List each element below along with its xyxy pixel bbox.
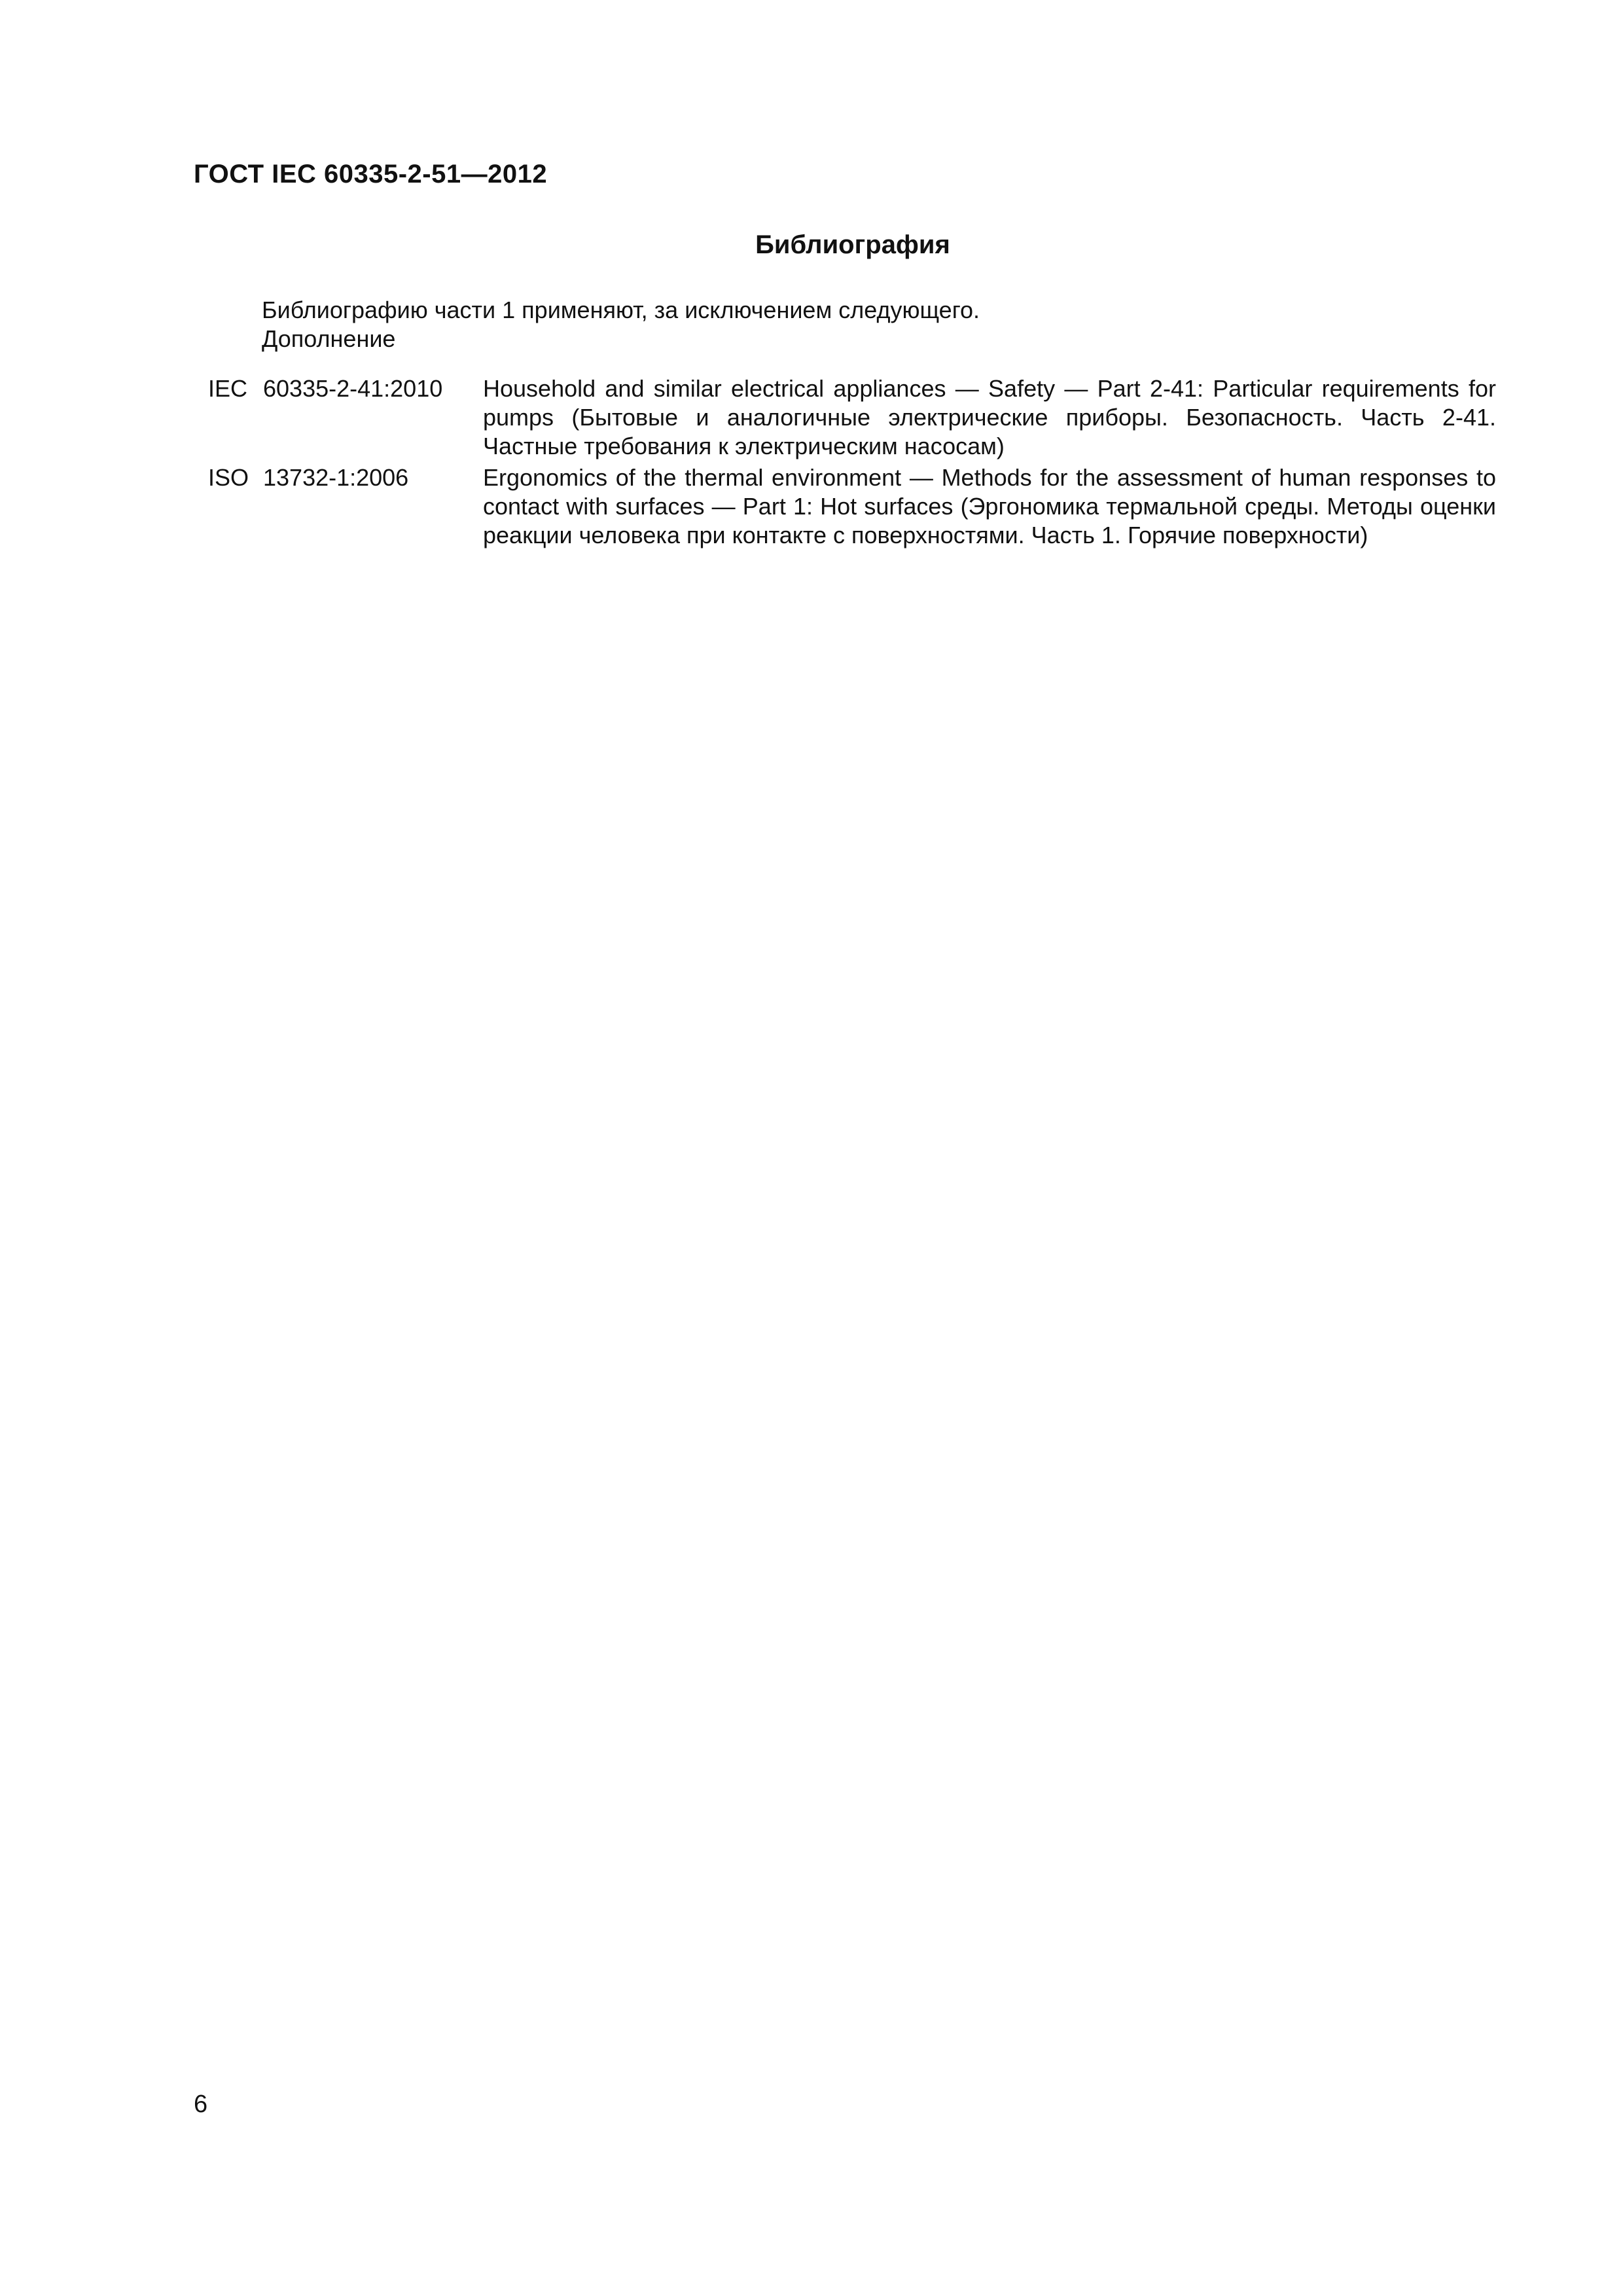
intro-line: Дополнение <box>262 325 396 352</box>
reference-number: 60335-2-41:2010 <box>263 375 443 402</box>
document-code-header: ГОСТ IEC 60335-2-51—2012 <box>194 160 548 188</box>
reference-organization: IEC <box>208 375 248 402</box>
reference-organization: ISO <box>208 464 249 491</box>
reference-item <box>208 463 1496 550</box>
intro-paragraph <box>262 296 980 353</box>
reference-title: Household and similar electrical appliances — Safety — Part 2-41: Particular requirements for pumps (Бытовые и аналогичные электрические приборы. Безопасность. Часть 2-41. Частные требования к электрическим насосам) <box>483 375 1496 459</box>
page-number: 6 <box>194 2090 208 2118</box>
reference-item <box>208 374 1496 461</box>
section-title: Библиография <box>755 230 950 259</box>
intro-line: Библиографию части 1 применяют, за исключением следующего. <box>262 296 980 323</box>
reference-list <box>208 374 1496 552</box>
reference-title: Ergonomics of the thermal environment — Methods for the assessment of human responses to contact with surfaces — Part 1: Hot surfaces (Эргономика термальной среды. Методы оценки реакции человека при контакте с поверхностями. Часть 1. Горячие поверхности) <box>483 464 1496 548</box>
reference-number: 13732-1:2006 <box>263 464 409 491</box>
